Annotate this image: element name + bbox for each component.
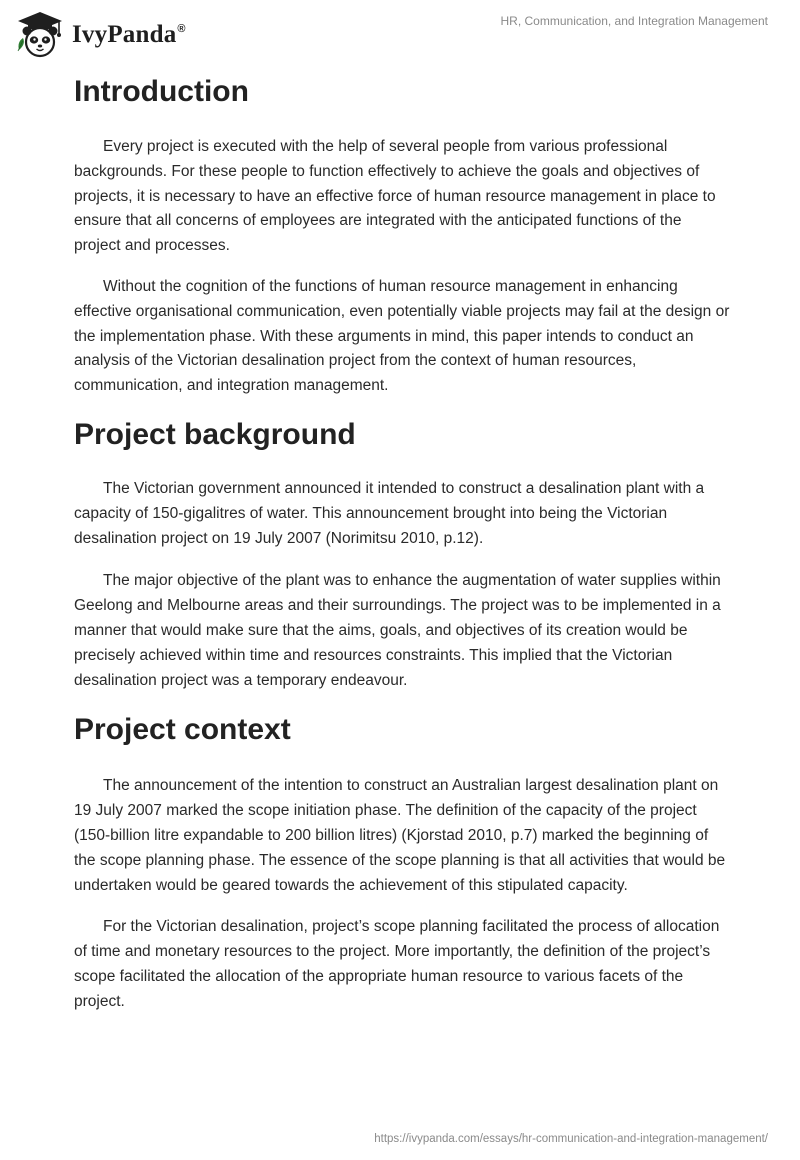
paragraph: For the Victorian desalination, project’s scope planning facilitated the process of allocation of time and monetary resources to the project. More importantly, the definition of the project’s scope facilitated the allocation of the appropriate human resource to various facets of the project.: [74, 918, 720, 1010]
paragraph: The major objective of the plant was to enhance the augmentation of water supplies within Geelong and Melbourne areas and their surroundings. The project was to be implemented in a manner that would make sure that the aims, goals, and objectives of its creation would be precisely achieved within time and resources constraints. This implied that the Victorian desalination project was a temporary endeavour.: [74, 572, 721, 689]
section-heading-project-background: Project background: [74, 417, 356, 451]
paragraph: The announcement of the intention to construct an Australian largest desalination plant on 19 July 2007 marked the scope initiation phase. The definition of the capacity of the project (150-billion litre expandable to 200 billion litres) (Kjorstad 2010, p.7) marked the beginning of the scope planning phase. The essence of the scope planning is that all activities that would be undertaken would be geared towards the achievement of this stipulated capacity.: [74, 777, 726, 894]
registered-mark: ®: [177, 23, 186, 35]
essay-content: [74, 70, 730, 1015]
paragraph: Every project is executed with the help of several people from various professional backgrounds. For these people to function effectively to achieve the goals and objectives of projects, it is necessary to have an effective force of human resource management in place to ensure that all concerns of employees are integrated with the anticipated functions of the project and processes.: [74, 138, 716, 255]
brand-name: [72, 21, 186, 49]
brand-name-text: IvyPanda: [72, 21, 177, 48]
section-heading-project-context: Project context: [74, 713, 291, 747]
page-header: [0, 0, 800, 70]
paragraph: The Victorian government announced it intended to construct a desalination plant with a capacity of 150-gigalitres of water. This announcement brought into being the Victorian desalination project on 19 July 2007 (Norimitsu 2010, p.12).: [74, 479, 705, 547]
section-heading-introduction: Introduction: [74, 75, 249, 108]
panda-graduate-icon: [15, 10, 65, 58]
paragraph: Without the cognition of the functions of human resource management in enhancing effective organisational communication, even potentially viable projects may fail at the design or the implementation phase. With these arguments in mind, this paper intends to conduct an analysis of the Victorian desalination project from the context of human resources, communication, and integration management.: [74, 277, 730, 395]
footer-source-url[interactable]: https://ivypanda.com/essays/hr-communication-and-integration-management/: [374, 1133, 768, 1145]
ivypanda-logo[interactable]: [15, 10, 186, 58]
document-title: HR, Communication, and Integration Management: [500, 14, 768, 28]
